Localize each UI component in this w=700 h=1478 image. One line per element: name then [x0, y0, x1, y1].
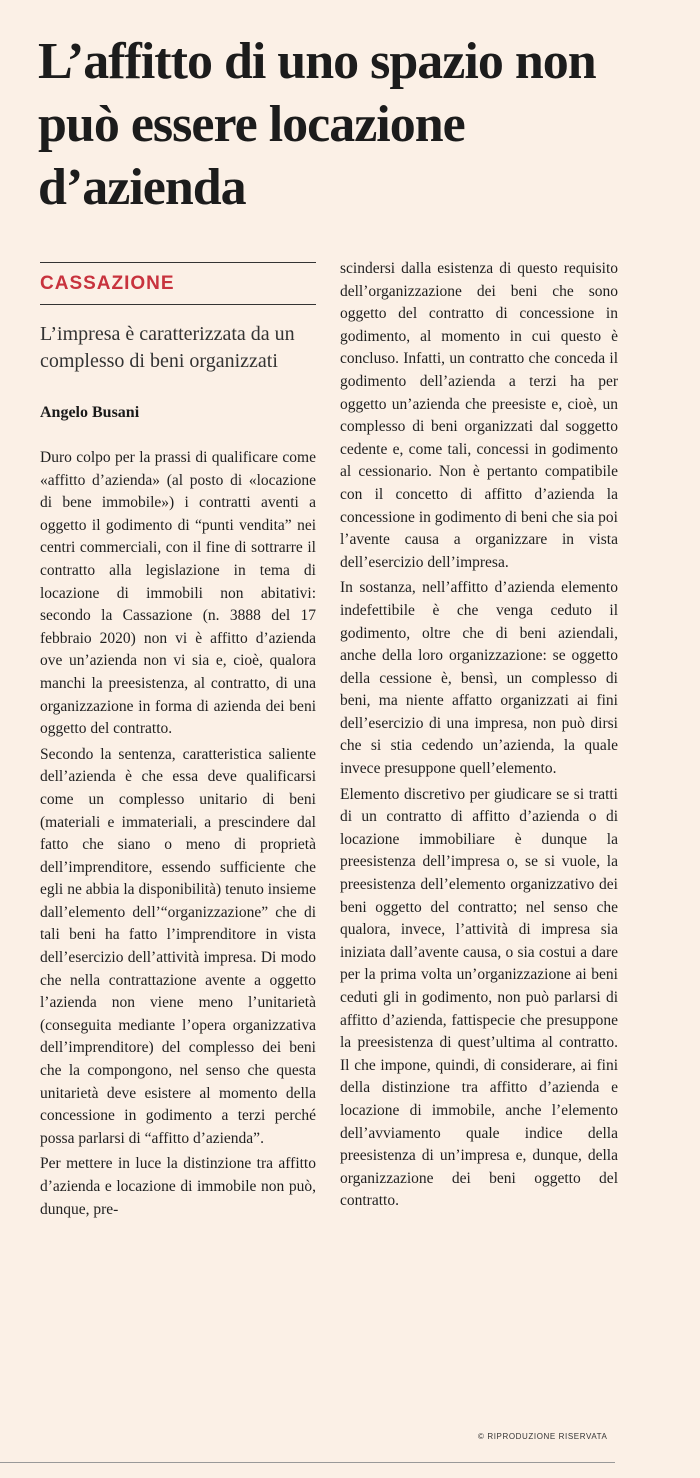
- copyright-credit: © RIPRODUZIONE RISERVATA: [478, 1432, 608, 1441]
- right-column: [340, 258, 618, 1213]
- body-paragraph: In sostanza, nell’affitto d’azienda elemento indefettibile è che venga ceduto il godimento, oltre che di beni aziendali, anche della loro organizzazione: se oggetto della cessione è, bensì, un complesso di beni, ma niente affatto organizzati ai fini dell’esercizio di una impresa, non può dirsi che si stia cedendo un’azienda, la quale invece presuppone quell’elemento.: [340, 579, 618, 778]
- left-body: [40, 447, 316, 1221]
- left-column: [40, 262, 316, 1221]
- headline: L’affitto di uno spazio non può essere locazione d’azienda: [38, 33, 596, 216]
- body-paragraph: Duro colpo per la prassi di qualificare come «affitto d’azienda» (al posto di «locazione di bene immobile») i contratti aventi a oggetto il godimento di “punti vendita” nei centri commerciali, con il fine di sottrarre il contratto alla legislazione in tema di locazione di immobili non abitativi: secondo la Cassazione (n. 3888 del 17 febbraio 2020) non vi è affitto d’azienda ove un’azienda non vi sia e, cioè, qualora manchi la preesistenza, al contratto, di una organizzazione in forma di azienda dei beni oggetto del contratto.: [40, 449, 316, 738]
- body-paragraph: Elemento discretivo per giudicare se si tratti di un contratto di affitto d’azienda o di locazione immobiliare è dunque la preesistenza dell’impresa o, se si vuole, la preesistenza dell’elemento organizzativo dei beni oggetto del contratto; nel senso che qualora, invece, l’attività di impresa sia iniziata dall’avente causa, o sia costui a dare per la prima volta un’organizzazione ai beni ceduti gli in godimento, non può parlarsi di affitto d’azienda, fattispecie che presuppone la preesistenza di quest’ultima al contratto. Il che impone, quindi, di considerare, ai fini della distinzione tra affitto d’azienda e locazione di immobile, anche l’elemento dell’avviamento quale indice della preesistenza di un’impresa e, dunque, della organizzazione dei beni oggetto del contratto.: [340, 785, 618, 1210]
- author-byline: Angelo Busani: [40, 404, 140, 421]
- body-paragraph: Secondo la sentenza, caratteristica saliente dell’azienda è che essa deve qualificarsi come un complesso unitario di beni (materiali e immateriali, a prescindere dal fatto che siano o meno di proprietà dell’imprenditore, essendo sufficiente che egli ne abbia la disponibilità) tenuto insieme dall’elemento dell’“organizzazione” che di tali beni ha fatto l’imprenditore in vista dell’esercizio dell’attività impresa. Di modo che nella contrattazione avente a oggetto l’azienda non viene meno l’unitarietà (conseguita mediante l’opera organizzativa dell’imprenditore) del complesso dei beni che la compongono, nel senso che questa unitarietà deve esistere al momento della concessione in godimento a terzi perché possa parlarsi di “affitto d’azienda”.: [40, 745, 316, 1147]
- bottom-rule: [0, 1462, 615, 1463]
- summary: L’impresa è caratterizzata da un complesso di beni organizzati: [40, 323, 295, 372]
- section-kicker: CASSAZIONE: [40, 273, 175, 294]
- kicker-bottom-rule: [40, 304, 316, 305]
- body-paragraph: scindersi dalla esistenza di questo requisito dell’organizzazione dei beni che sono oggetto del contratto di concessione in godimento, al momento in cui questo è concluso. Infatti, un contratto che conceda il godimento dell’azienda a terzi ha per oggetto un’azienda che preesiste e, cioè, un complesso di beni organizzati dal soggetto cedente e, come tali, concessi in godimento al cessionario. Non è pertanto compatibile con il concetto di affitto d’azienda la concessione in godimento di beni che sia poi l’avente causa a organizzare in vista dell’esercizio dell’impresa.: [340, 260, 618, 571]
- body-paragraph: Per mettere in luce la distinzione tra affitto d’azienda e locazione di immobile non può, dunque, pre-: [40, 1155, 316, 1218]
